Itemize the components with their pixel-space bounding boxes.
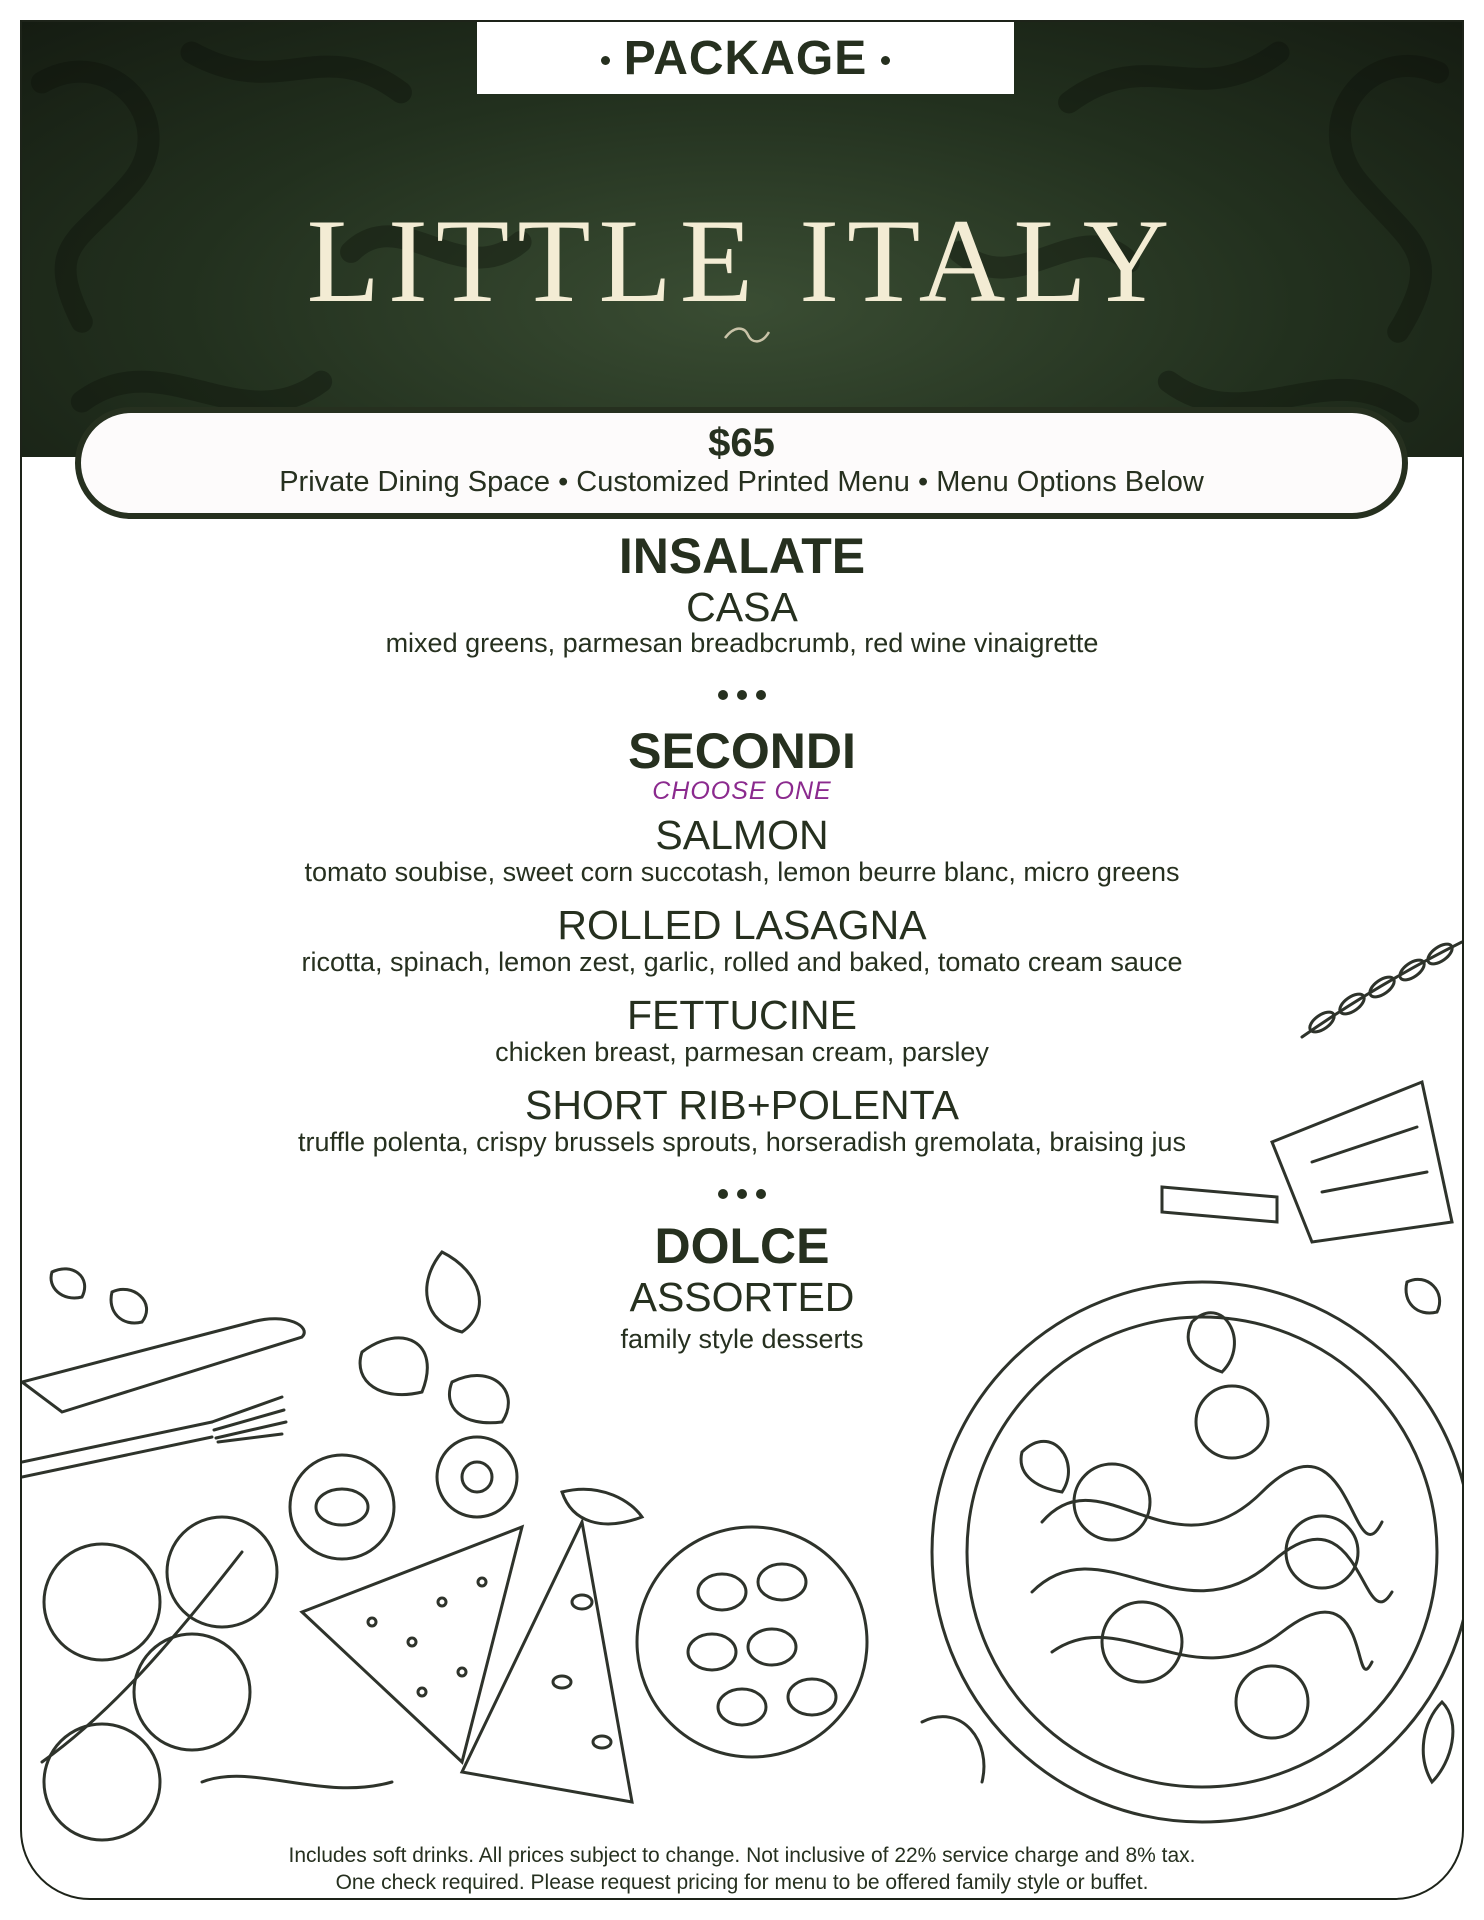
pasta-plate-icon [932,1282,1464,1822]
item-desc-fettucine: chicken breast, parmesan cream, parsley [495,1037,989,1067]
menu-page [20,20,1464,1900]
item-desc-assorted: family style desserts [620,1324,864,1354]
section-heading-secondi: SECONDI [628,723,856,779]
mushroom-icon [437,1437,517,1517]
olive-bowl-icon [637,1527,867,1757]
section-heading-dolce: DOLCE [654,1218,830,1274]
package-label: PACKAGE [623,31,868,85]
item-desc-salmon: tomato soubise, sweet corn succotash, lemon beurre blanc, micro greens [304,857,1180,887]
item-name-casa: CASA [686,584,798,630]
item-desc-casa: mixed greens, parmesan breadbcrumb, red wine vinaigrette [385,628,1099,658]
basil-leaf-icon [360,1252,642,1524]
cheese-wedge-icon [302,1522,632,1802]
item-desc-short-rib: truffle polenta, crispy brussels sprouts, horseradish gremolata, braising jus [298,1127,1186,1157]
price-subtitle: Private Dining Space • Customized Printed Menu • Menu Options Below [279,466,1204,498]
item-name-salmon: SALMON [655,812,829,858]
restaurant-title: LITTLE ITALY [306,194,1178,327]
item-name-fettucine: FETTUCINE [626,992,858,1038]
wheat-sprig-icon [1302,940,1462,1037]
item-desc-rolled-lasagna: ricotta, spinach, lemon zest, garlic, rolled and baked, tomato cream sauce [301,947,1183,977]
oil-bottle-icon [1162,1082,1452,1242]
package-price: $65 [708,421,775,465]
item-name-short-rib: SHORT RIB+POLENTA [524,1082,960,1128]
item-name-assorted: ASSORTED [629,1274,855,1320]
item-name-rolled-lasagna: ROLLED LASAGNA [557,902,927,948]
knife-icon [22,1319,304,1412]
footer-line-2: One check required. Please request pricing for menu to be offered family style or buffet. [335,1871,1149,1894]
food-illustration [22,22,1464,1900]
footer-line-1: Includes soft drinks. All prices subject to change. Not inclusive of 22% service charge and 8% tax. [288,1844,1196,1867]
fork-icon [22,1397,286,1477]
section-heading-insalate: INSALATE [618,528,866,584]
tomato-vine-icon [42,1517,277,1840]
choose-one-note: CHOOSE ONE [652,777,832,805]
tomato-slice-icon [290,1455,394,1559]
